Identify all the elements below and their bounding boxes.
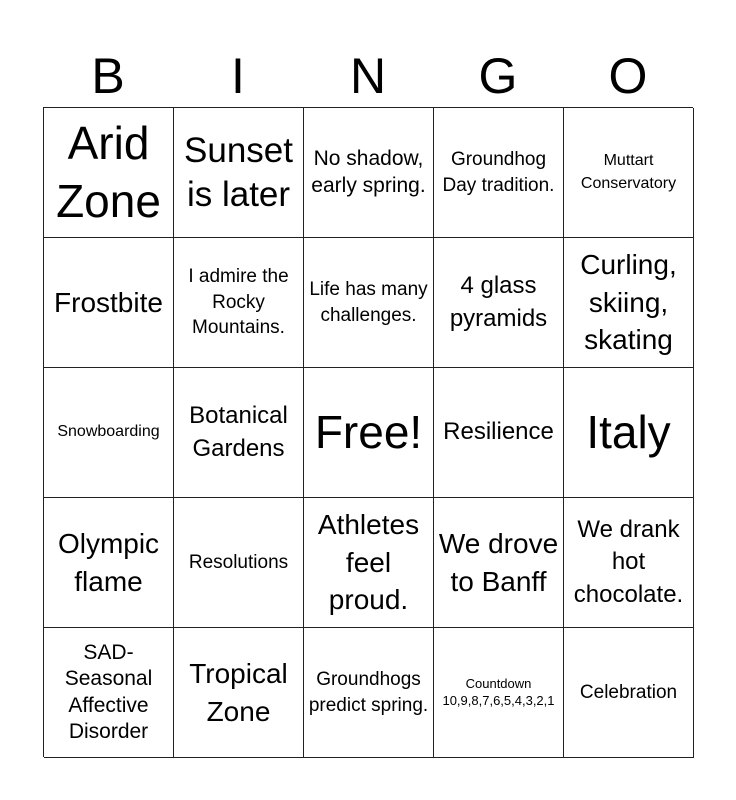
bingo-cell[interactable] — [564, 498, 694, 628]
cell-text: Athletes feel proud. — [317, 508, 420, 616]
cell-text: Life has many challenges. — [309, 278, 428, 326]
cell-text: Countdown 10,9,8,7,6,5,4,3,2,1 — [442, 675, 555, 708]
bingo-cell[interactable] — [304, 238, 434, 368]
bingo-cell[interactable] — [174, 108, 304, 238]
bingo-cell[interactable] — [44, 368, 174, 498]
cell-text: Groundhog Day tradition. — [442, 148, 555, 196]
cell-text: Sunset is later — [184, 130, 293, 214]
bingo-cell[interactable] — [564, 108, 694, 238]
cell-text: SAD-Seasonal Affective Disorder — [64, 641, 153, 743]
bingo-cell[interactable] — [174, 628, 304, 758]
bingo-header — [43, 46, 693, 106]
header-letter-i: I — [231, 48, 245, 104]
header-letter-g: G — [478, 48, 518, 104]
cell-text: 4 glass pyramids — [449, 272, 548, 332]
bingo-cell[interactable] — [564, 238, 694, 368]
bingo-cell[interactable] — [174, 368, 304, 498]
cell-text: Botanical Gardens — [189, 402, 288, 462]
header-letter-b: B — [91, 48, 125, 104]
bingo-cell[interactable] — [304, 628, 434, 758]
cell-text: Celebration — [579, 681, 678, 703]
cell-text: Frostbite — [54, 286, 163, 318]
cell-text: Resolutions — [188, 551, 289, 573]
bingo-cell[interactable] — [434, 498, 564, 628]
cell-text: We drove to Banff — [438, 527, 559, 597]
bingo-cell[interactable] — [564, 368, 694, 498]
bingo-cell[interactable] — [304, 498, 434, 628]
cell-text: I admire the Rocky Mountains. — [188, 266, 289, 339]
bingo-cell[interactable] — [304, 108, 434, 238]
cell-text: We drank hot chocolate. — [573, 515, 684, 608]
cell-text: Olympic flame — [57, 527, 160, 597]
bingo-cell[interactable] — [434, 368, 564, 498]
cell-text: No shadow, early spring. — [311, 147, 426, 197]
header-letter-n: N — [349, 48, 387, 104]
bingo-cell[interactable] — [434, 238, 564, 368]
bingo-cell[interactable] — [564, 628, 694, 758]
cell-text: Curling, skiing, skating — [580, 248, 677, 356]
bingo-cell[interactable] — [44, 238, 174, 368]
bingo-cell[interactable] — [44, 108, 174, 238]
bingo-cell[interactable] — [174, 238, 304, 368]
header-letter-o: O — [608, 48, 648, 104]
bingo-cell-free[interactable] — [304, 368, 434, 498]
bingo-board — [43, 107, 693, 757]
bingo-cell[interactable] — [44, 498, 174, 628]
cell-text: Italy — [586, 405, 671, 458]
cell-text: Resilience — [443, 418, 554, 446]
cell-text: Free! — [314, 405, 423, 458]
cell-text: Muttart Conservatory — [580, 152, 677, 192]
cell-text: Groundhogs predict spring. — [308, 668, 429, 716]
bingo-cell[interactable] — [434, 108, 564, 238]
cell-text: Snowboarding — [57, 423, 160, 441]
bingo-cell[interactable] — [174, 498, 304, 628]
cell-text: Arid Zone — [56, 117, 161, 227]
bingo-cell[interactable] — [434, 628, 564, 758]
bingo-cell[interactable] — [44, 628, 174, 758]
cell-text: Tropical Zone — [189, 657, 288, 727]
